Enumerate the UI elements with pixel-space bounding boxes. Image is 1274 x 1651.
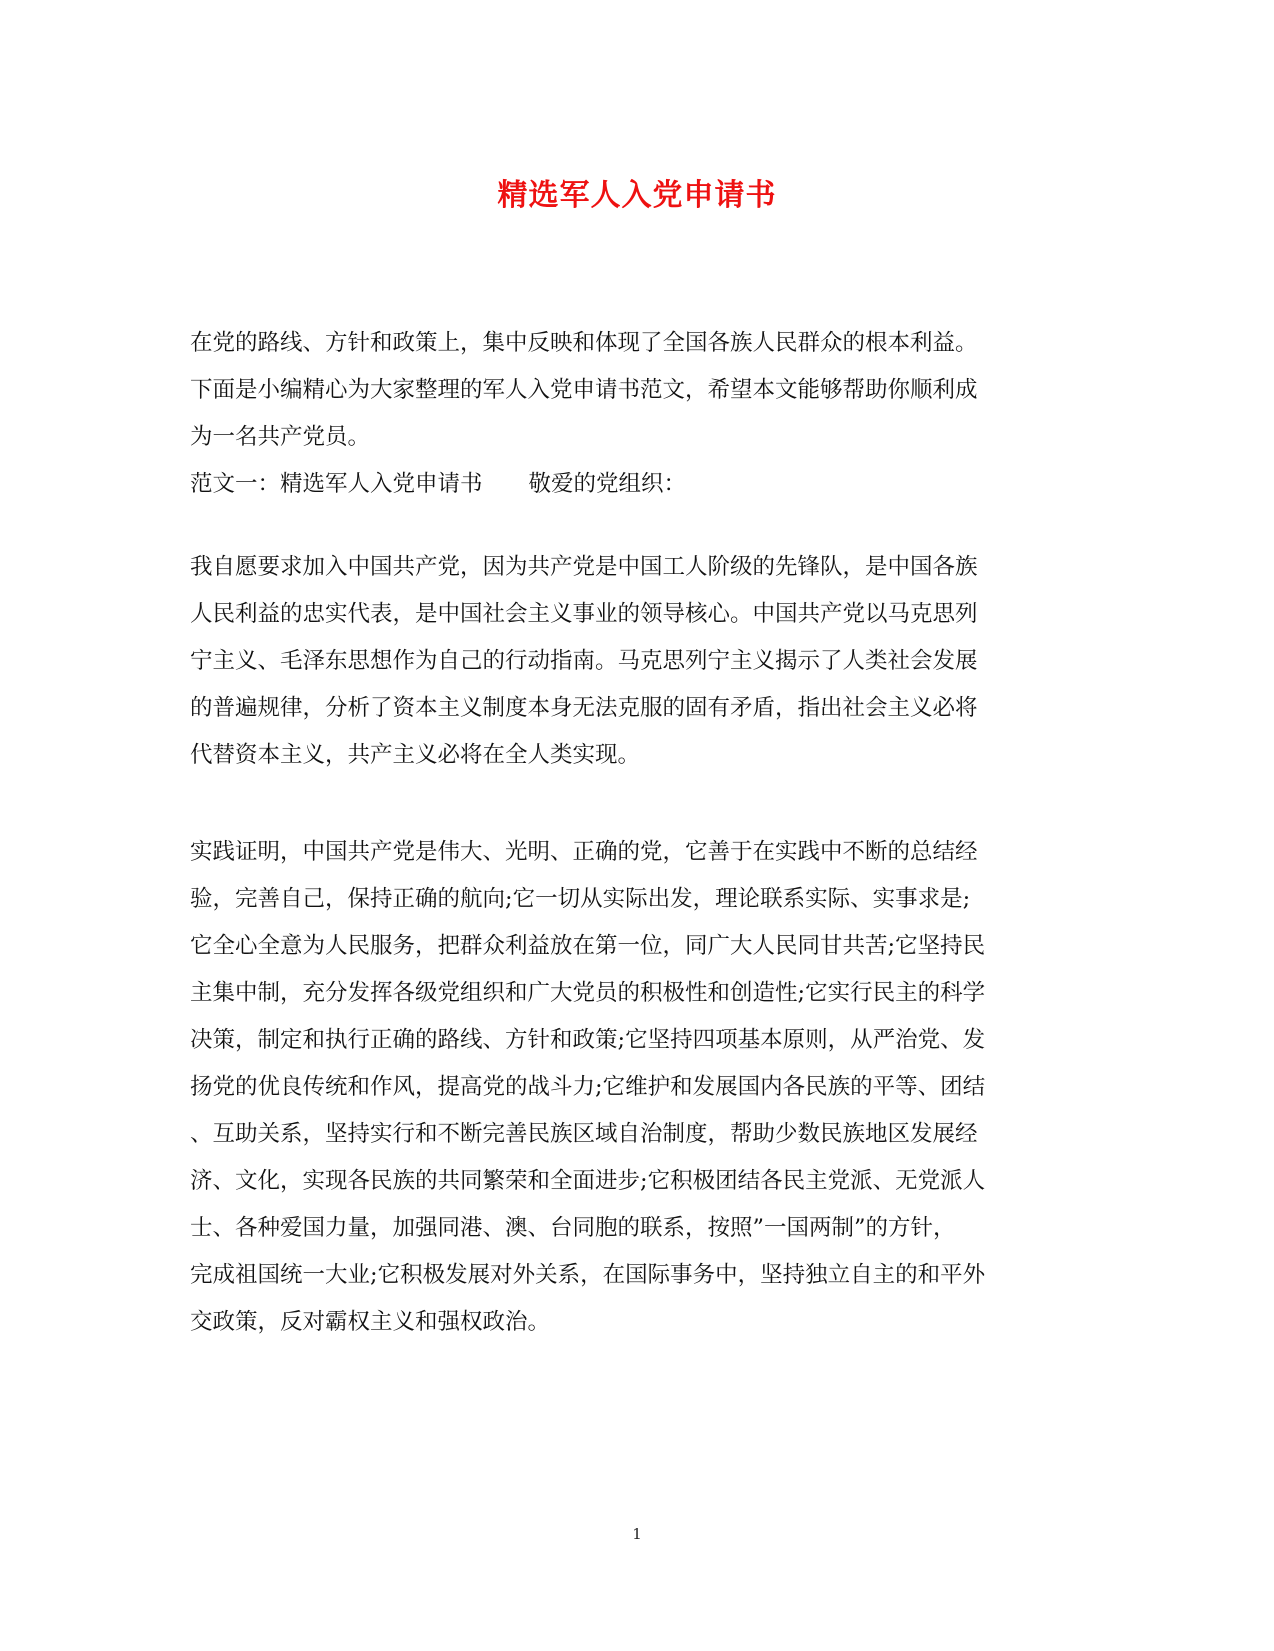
salutation: 敬爱的党组织： <box>528 471 687 497</box>
document-title: 精选军人入党申请书 <box>497 178 777 213</box>
paragraph-line: 的普遍规律，分析了资本主义制度本身无法克服的固有矛盾，指出社会主义必将 <box>190 695 978 721</box>
paragraph-line: 决策，制定和执行正确的路线、方针和政策;它坚持四项基本原则，从严治党、发 <box>190 1027 986 1053</box>
paragraph-line: 士、各种爱国力量，加强同港、澳、台同胞的联系，按照”一国两制”的方针， <box>190 1215 956 1241</box>
section-heading: 范文一：精选军人入党申请书 <box>190 471 483 497</box>
paragraph-line: 代替资本主义，共产主义必将在全人类实现。 <box>190 742 641 768</box>
paragraph-line: 人民利益的忠实代表，是中国社会主义事业的领导核心。中国共产党以马克思列 <box>190 601 978 627</box>
paragraph-line: 我自愿要求加入中国共产党，因为共产党是中国工人阶级的先锋队，是中国各族 <box>190 554 978 580</box>
intro-line: 为一名共产党员。 <box>190 424 371 450</box>
paragraph-line: 交政策，反对霸权主义和强权政治。 <box>190 1309 551 1335</box>
page-number: 1 <box>632 1525 642 1543</box>
paragraph-line: 验，完善自己，保持正确的航向;它一切从实际出发，理论联系实际、实事求是; <box>190 886 971 912</box>
intro-paragraph <box>190 320 1080 508</box>
paragraph-line: 完成祖国统一大业;它积极发展对外关系，在国际事务中，坚持独立自主的和平外 <box>190 1262 986 1288</box>
paragraph-line: 宁主义、毛泽东思想作为自己的行动指南。马克思列宁主义揭示了人类社会发展 <box>190 648 978 674</box>
paragraph-2 <box>190 829 1080 1346</box>
paragraph-line: 济、文化，实现各民族的共同繁荣和全面进步;它积极团结各民主党派、无党派人 <box>190 1168 986 1194</box>
intro-line: 下面是小编精心为大家整理的军人入党申请书范文，希望本文能够帮助你顺利成 <box>190 377 978 403</box>
paragraph-1 <box>190 544 1080 779</box>
paragraph-line: 扬党的优良传统和作风，提高党的战斗力;它维护和发展国内各民族的平等、团结 <box>190 1074 986 1100</box>
paragraph-line: 实践证明，中国共产党是伟大、光明、正确的党，它善于在实践中不断的总结经 <box>190 839 978 865</box>
paragraph-line: 主集中制，充分发挥各级党组织和广大党员的积极性和创造性;它实行民主的科学 <box>190 980 986 1006</box>
paragraph-line: 、互助关系，坚持实行和不断完善民族区域自治制度，帮助少数民族地区发展经 <box>190 1121 978 1147</box>
section-heading-line <box>190 461 1080 508</box>
paragraph-line: 它全心全意为人民服务，把群众利益放在第一位，同广大人民同甘共苦;它坚持民 <box>190 933 986 959</box>
intro-line: 在党的路线、方针和政策上，集中反映和体现了全国各族人民群众的根本利益。 <box>190 330 978 356</box>
